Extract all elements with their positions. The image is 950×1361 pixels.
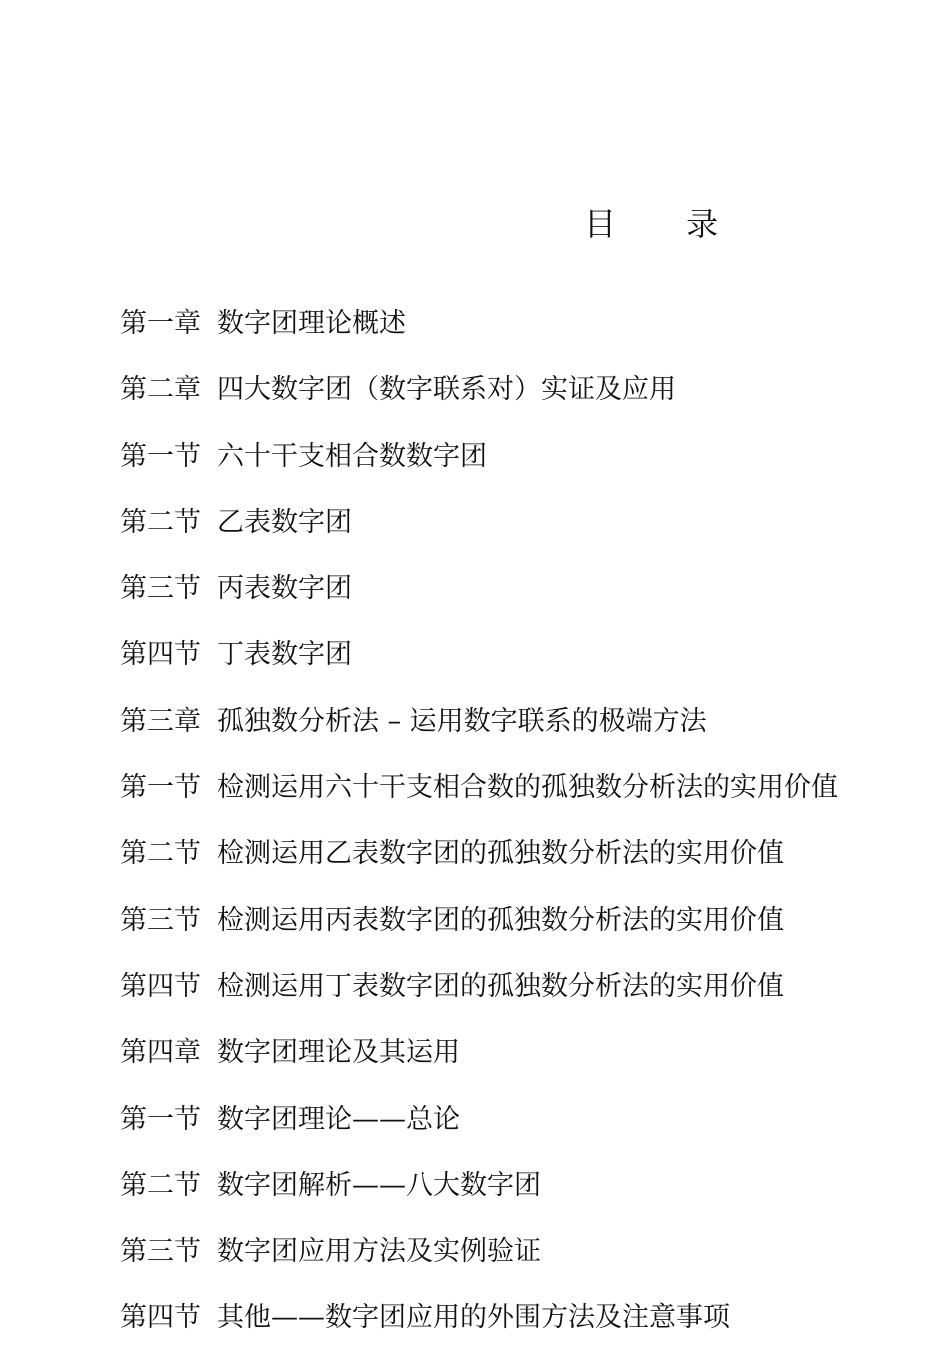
- toc-entry: [120, 433, 838, 499]
- entry-title: 数字团理论——总论: [217, 1103, 460, 1135]
- toc-entry: [120, 698, 838, 764]
- entry-number: 第一节: [120, 440, 201, 472]
- toc-entry: [120, 1294, 838, 1360]
- entry-number: 第一节: [120, 772, 201, 804]
- entry-number: 第三节: [120, 904, 201, 936]
- toc-title: 目 录: [584, 205, 749, 243]
- entry-title: 检测运用丁表数字团的孤独数分析法的实用价值: [217, 970, 784, 1002]
- entry-title: 六十干支相合数数字团: [217, 440, 487, 472]
- toc-entry: [120, 1228, 838, 1294]
- toc-entry: [120, 631, 838, 697]
- toc-entry: [120, 366, 838, 432]
- entry-title: 四大数字团（数字联系对）实证及应用: [217, 374, 676, 406]
- toc-entry: [120, 499, 838, 565]
- entry-number: 第四节: [120, 1302, 201, 1334]
- entry-title: 其他——数字团应用的外围方法及注意事项: [217, 1302, 730, 1334]
- toc-entry: [120, 764, 838, 830]
- entry-number: 第二节: [120, 506, 201, 538]
- toc-entry: [120, 1029, 838, 1095]
- entry-number: 第二章: [120, 374, 201, 406]
- entry-number: 第二节: [120, 838, 201, 870]
- toc-entry: [120, 565, 838, 631]
- entry-number: 第三章: [120, 705, 201, 737]
- entry-title: 检测运用丙表数字团的孤独数分析法的实用价值: [217, 904, 784, 936]
- toc-entry: [120, 963, 838, 1029]
- toc-entry: [120, 300, 838, 366]
- entry-title: 检测运用六十干支相合数的孤独数分析法的实用价值: [217, 772, 838, 804]
- entry-title: 丙表数字团: [217, 573, 352, 605]
- entry-number: 第四章: [120, 1037, 201, 1069]
- entry-number: 第二节: [120, 1169, 201, 1201]
- entry-title: 乙表数字团: [217, 506, 352, 538]
- entry-number: 第四节: [120, 639, 201, 671]
- entry-title: 数字团解析——八大数字团: [217, 1169, 541, 1201]
- toc-list: [120, 300, 838, 1361]
- entry-title: 数字团应用方法及实例验证: [217, 1236, 541, 1268]
- entry-number: 第一节: [120, 1103, 201, 1135]
- entry-number: 第四节: [120, 970, 201, 1002]
- entry-title: 孤独数分析法 – 运用数字联系的极端方法: [217, 705, 707, 737]
- entry-title: 数字团理论概述: [217, 308, 406, 339]
- entry-number: 第三节: [120, 573, 201, 605]
- entry-title: 数字团理论及其运用: [217, 1037, 460, 1069]
- toc-entry: [120, 1162, 838, 1228]
- entry-number: 第三节: [120, 1236, 201, 1268]
- toc-entry: [120, 830, 838, 896]
- entry-title: 检测运用乙表数字团的孤独数分析法的实用价值: [217, 838, 784, 870]
- entry-title: 丁表数字团: [217, 639, 352, 671]
- toc-entry: [120, 1096, 838, 1162]
- toc-entry: [120, 897, 838, 963]
- entry-number: 第一章: [120, 308, 201, 339]
